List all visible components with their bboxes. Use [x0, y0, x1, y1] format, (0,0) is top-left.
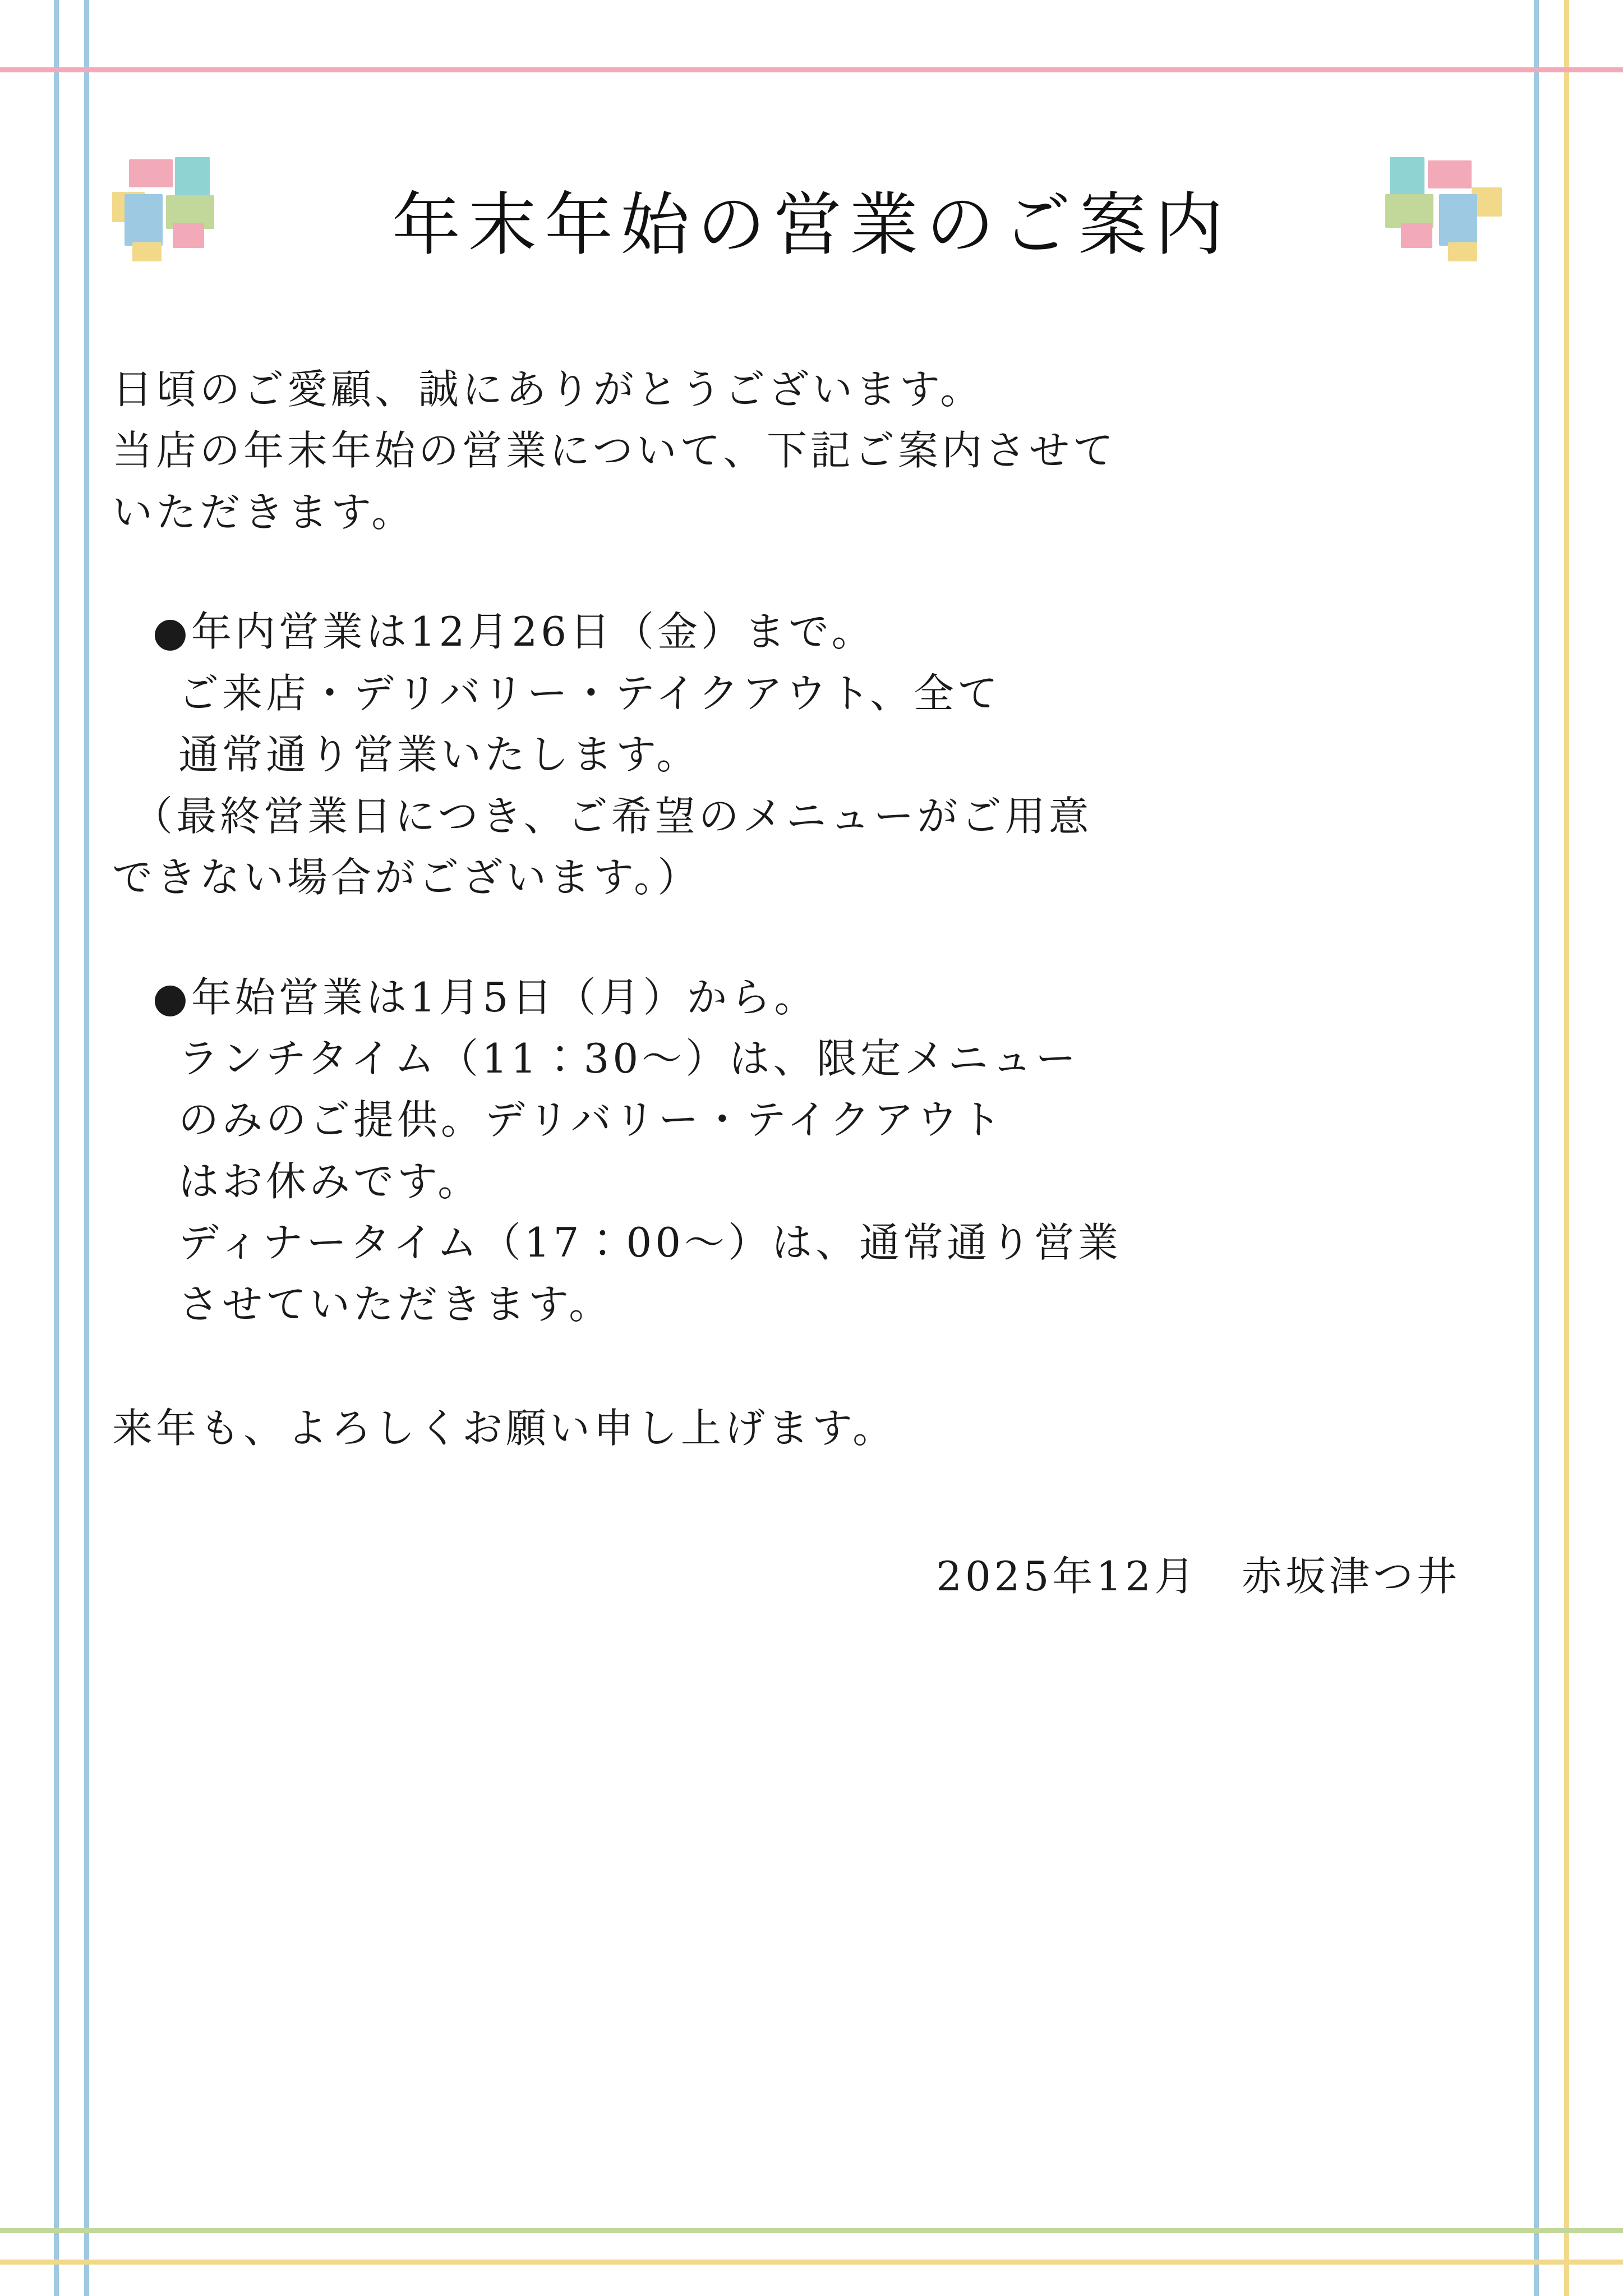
border-line-left-inner: [84, 0, 89, 2296]
signature: 2025年12月 赤坂津つ井: [936, 1552, 1460, 1600]
section-new-year-line: ●年始営業は1月5日（月）から。: [153, 973, 818, 1021]
intro-line: 日頃のご愛顧、誠にありがとうございます。: [112, 366, 984, 413]
intro-line: いただきます。: [112, 488, 416, 536]
border-line-right-outer: [1564, 0, 1569, 2296]
section-year-end-line: ご来店・デリバリー・テイクアウト、全て: [178, 669, 1001, 717]
border-line-left-outer: [54, 0, 59, 2296]
intro-paragraph: [112, 359, 1511, 543]
section-new-year-line: のみのご提供。デリバリー・テイクアウト: [178, 1096, 1005, 1144]
decorative-squares-right-icon: [1376, 157, 1511, 292]
title-row: [112, 135, 1511, 303]
content-area: [112, 135, 1511, 1602]
page-title: 年末年始の営業のご案内: [392, 185, 1231, 265]
section-new-year-line: ランチタイム（11：30〜）は、限定メニュー: [178, 1034, 1080, 1082]
section-year-end-line: ●年内営業は12月26日（金）まで。: [153, 608, 875, 656]
decorative-squares-left-icon: [112, 157, 247, 292]
border-line-top: [0, 67, 1623, 72]
section-new-year: [112, 967, 1511, 1336]
section-new-year-line: はお休みです。: [178, 1157, 482, 1205]
section-new-year-line: ディナータイム（17：00〜）は、通常通り営業: [178, 1219, 1122, 1267]
border-line-bottom-yellow: [0, 2260, 1623, 2265]
section-year-end-line: （最終営業日につき、ご希望のメニューがご用意: [132, 792, 1092, 840]
border-line-bottom-green: [0, 2228, 1623, 2233]
closing-paragraph: 来年も、よろしくお願い申し上げます。: [112, 1405, 897, 1452]
border-line-right-inner: [1534, 0, 1539, 2296]
section-year-end-line: できない場合がございます。）: [112, 854, 702, 901]
section-year-end: [112, 601, 1511, 908]
section-new-year-line: させていただきます。: [178, 1280, 613, 1328]
section-year-end-line: 通常通り営業いたします。: [178, 731, 700, 779]
intro-line: 当店の年末年始の営業について、下記ご案内させて: [112, 427, 1117, 475]
